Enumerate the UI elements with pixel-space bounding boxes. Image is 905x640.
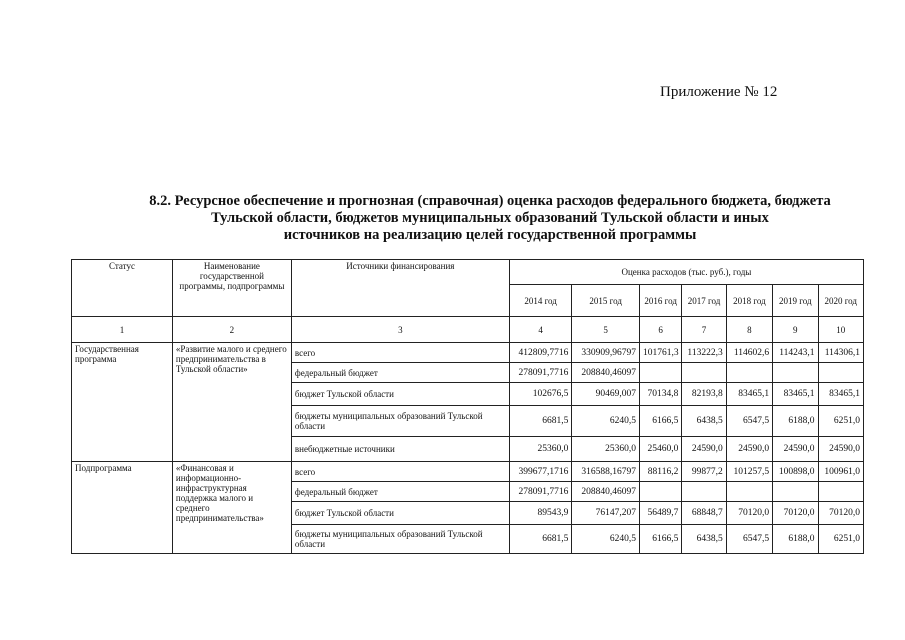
row-program-name: «Финансовая и информационно-инфраструктурная поддержка малого и среднего предпринимательства» — [172, 462, 291, 554]
value-cell: 83465,1 — [818, 383, 864, 406]
header-year-5: 2019 год — [773, 285, 818, 317]
value-cell: 88116,2 — [639, 462, 681, 482]
value-cell: 70120,0 — [818, 502, 864, 525]
value-cell: 102676,5 — [509, 383, 572, 406]
value-cell: 24590,0 — [818, 437, 864, 462]
value-cell — [773, 363, 818, 383]
value-cell — [639, 482, 681, 502]
value-cell: 6188,0 — [773, 406, 818, 437]
value-cell: 6547,5 — [726, 406, 772, 437]
header-status: Статус — [72, 260, 173, 317]
document-title — [120, 193, 860, 244]
value-cell: 278091,7716 — [509, 363, 572, 383]
header-year-2: 2016 год — [639, 285, 681, 317]
value-cell — [818, 482, 864, 502]
row-status: Подпрограмма — [72, 462, 173, 554]
value-cell: 316588,16797 — [572, 462, 640, 482]
value-cell — [726, 482, 772, 502]
column-index-2: 2 — [172, 317, 291, 343]
value-cell: 6438,5 — [682, 406, 726, 437]
budget-table — [71, 259, 864, 554]
value-cell: 6166,5 — [639, 406, 681, 437]
value-cell: 6438,5 — [682, 525, 726, 554]
value-cell: 24590,0 — [726, 437, 772, 462]
row-program-name: «Развитие малого и среднего предпринимательства в Тульской области» — [172, 343, 291, 462]
value-cell: 6681,5 — [509, 406, 572, 437]
value-cell — [773, 482, 818, 502]
funding-source: бюджеты муниципальных образований Тульской области — [291, 406, 509, 437]
column-index-1: 1 — [72, 317, 173, 343]
value-cell — [682, 363, 726, 383]
value-cell — [682, 482, 726, 502]
value-cell: 114306,1 — [818, 343, 864, 363]
column-index-4: 4 — [509, 317, 572, 343]
value-cell: 6251,0 — [818, 406, 864, 437]
value-cell: 24590,0 — [773, 437, 818, 462]
header-year-4: 2018 год — [726, 285, 772, 317]
value-cell: 70120,0 — [726, 502, 772, 525]
value-cell: 6251,0 — [818, 525, 864, 554]
value-cell: 330909,96797 — [572, 343, 640, 363]
title-line-2: Тульской области, бюджетов муниципальных образований Тульской области и иных — [211, 210, 769, 226]
column-index-10: 10 — [818, 317, 864, 343]
header-sources: Источники финансирования — [291, 260, 509, 317]
value-cell: 6240,5 — [572, 406, 640, 437]
value-cell: 25460,0 — [639, 437, 681, 462]
value-cell: 101257,5 — [726, 462, 772, 482]
value-cell — [639, 363, 681, 383]
value-cell: 24590,0 — [682, 437, 726, 462]
funding-source: бюджеты муниципальных образований Тульской области — [291, 525, 509, 554]
value-cell — [726, 363, 772, 383]
value-cell: 82193,8 — [682, 383, 726, 406]
header-year-1: 2015 год — [572, 285, 640, 317]
value-cell: 99877,2 — [682, 462, 726, 482]
column-index-9: 9 — [773, 317, 818, 343]
value-cell: 6188,0 — [773, 525, 818, 554]
value-cell: 56489,7 — [639, 502, 681, 525]
value-cell: 100961,0 — [818, 462, 864, 482]
header-year-6: 2020 год — [818, 285, 864, 317]
table-row — [72, 462, 864, 482]
column-index-8: 8 — [726, 317, 772, 343]
value-cell: 101761,3 — [639, 343, 681, 363]
funding-source: бюджет Тульской области — [291, 383, 509, 406]
funding-source: бюджет Тульской области — [291, 502, 509, 525]
row-status: Государственная программа — [72, 343, 173, 462]
value-cell: 208840,46097 — [572, 363, 640, 383]
value-cell — [818, 363, 864, 383]
value-cell: 114602,6 — [726, 343, 772, 363]
header-name: Наименование государственной программы, подпрограммы — [172, 260, 291, 317]
value-cell: 114243,1 — [773, 343, 818, 363]
value-cell: 70120,0 — [773, 502, 818, 525]
column-index-5: 5 — [572, 317, 640, 343]
header-year-0: 2014 год — [509, 285, 572, 317]
value-cell: 68848,7 — [682, 502, 726, 525]
value-cell: 6166,5 — [639, 525, 681, 554]
table-row — [72, 343, 864, 363]
value-cell: 25360,0 — [572, 437, 640, 462]
value-cell: 6547,5 — [726, 525, 772, 554]
value-cell: 208840,46097 — [572, 482, 640, 502]
value-cell: 113222,3 — [682, 343, 726, 363]
title-line-3: источников на реализацию целей государственной программы — [283, 227, 697, 243]
value-cell: 278091,7716 — [509, 482, 572, 502]
column-index-6: 6 — [639, 317, 681, 343]
column-index-7: 7 — [682, 317, 726, 343]
value-cell: 83465,1 — [726, 383, 772, 406]
value-cell: 90469,007 — [572, 383, 640, 406]
value-cell: 399677,1716 — [509, 462, 572, 482]
value-cell: 6240,5 — [572, 525, 640, 554]
value-cell: 76147,207 — [572, 502, 640, 525]
value-cell: 100898,0 — [773, 462, 818, 482]
value-cell: 83465,1 — [773, 383, 818, 406]
appendix-label: Приложение № 12 — [660, 84, 778, 100]
value-cell: 25360,0 — [509, 437, 572, 462]
funding-source: внебюджетные источники — [291, 437, 509, 462]
column-index-3: 3 — [291, 317, 509, 343]
value-cell: 70134,8 — [639, 383, 681, 406]
value-cell: 89543,9 — [509, 502, 572, 525]
value-cell: 6681,5 — [509, 525, 572, 554]
funding-source: федеральный бюджет — [291, 363, 509, 383]
title-line-1: 8.2. Ресурсное обеспечение и прогнозная (справочная) оценка расходов федерального бюджета, бюджета — [149, 193, 831, 209]
funding-source: всего — [291, 462, 509, 482]
funding-source: федеральный бюджет — [291, 482, 509, 502]
header-estimate: Оценка расходов (тыс. руб.), годы — [509, 260, 863, 285]
funding-source: всего — [291, 343, 509, 363]
header-year-3: 2017 год — [682, 285, 726, 317]
value-cell: 412809,7716 — [509, 343, 572, 363]
